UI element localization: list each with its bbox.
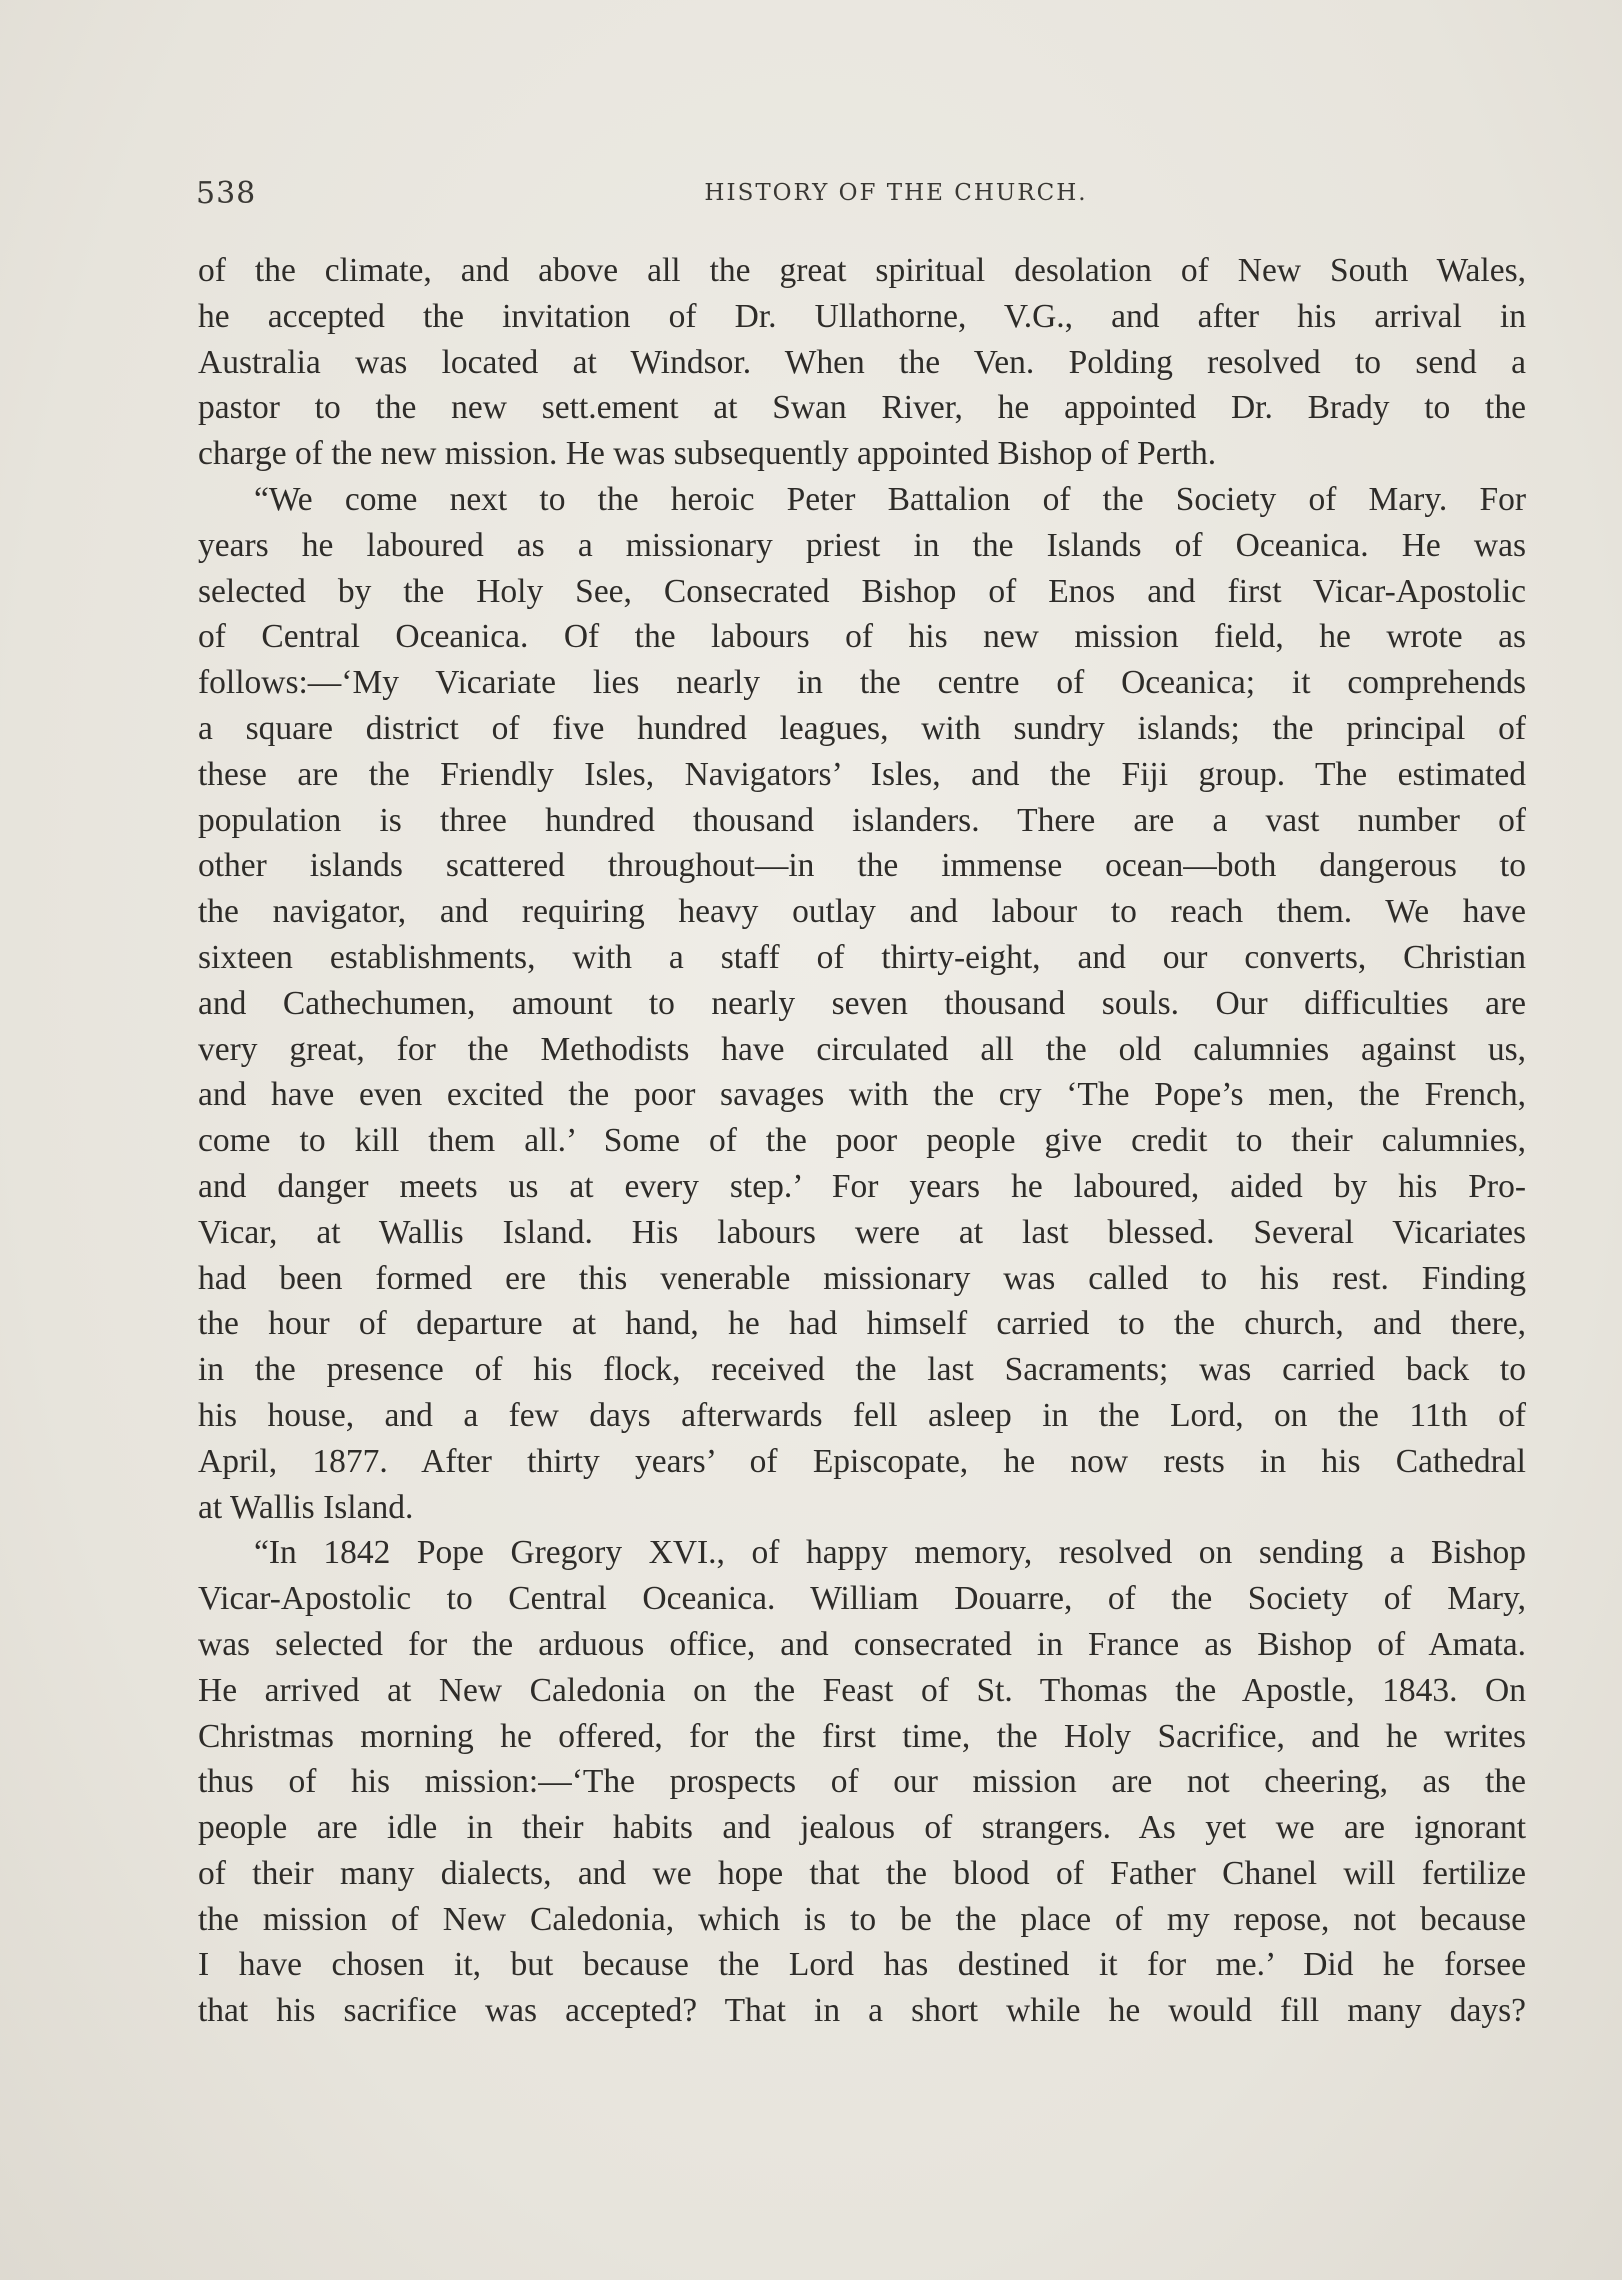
text-line: other islands scattered throughout—in the immense ocean—both dangerous to [198,847,1526,885]
text-line: of the climate, and above all the great spiritual desolation of New South Wales, [198,252,1526,289]
paragraph-3 [198,1530,1526,2034]
text-line: in the presence of his flock, received the last Sacraments; was carried back to [198,1351,1526,1389]
text-line: was selected for the arduous office, and consecrated in France as Bishop of Amata. [198,1625,1526,1663]
text-line: selected by the Holy See, Consecrated Bishop of Enos and first Vicar-Apostolic [198,572,1526,610]
text-line: population is three hundred thousand islanders. There are a vast number of [198,801,1526,839]
text-line: pastor to the new sett.ement at Swan River, he appointed Dr. Brady to the [198,389,1526,427]
text-line: “We come next to the heroic Peter Battalion of the Society of Mary. For [254,480,1526,518]
text-line: Australia was located at Windsor. When the Ven. Polding resolved to send a [198,343,1526,381]
running-head: HISTORY OF THE CHURCH. [704,180,1088,206]
text-line: Vicar-Apostolic to Central Oceanica. William Douarre, of the Society of Mary, [198,1580,1526,1618]
text-line: Christmas morning he offered, for the first time, the Holy Sacrifice, and he writes [198,1717,1526,1755]
text-line: and Cathechumen, amount to nearly seven thousand souls. Our difficulties are [198,984,1526,1022]
text-line: the navigator, and requiring heavy outlay and labour to reach them. We have [198,893,1526,931]
text-line: follows:—‘My Vicariate lies nearly in the centre of Oceanica; it comprehends [198,664,1526,702]
text-line: the hour of departure at hand, he had himself carried to the church, and there, [198,1305,1526,1343]
text-line: of their many dialects, and we hope that the blood of Father Chanel will fertilize [198,1854,1526,1892]
text-line: April, 1877. After thirty years’ of Episcopate, he now rests in his Cathedral [198,1442,1526,1480]
body-text [198,248,1526,2034]
text-line: years he laboured as a missionary priest in the Islands of Oceanica. He was [198,526,1526,564]
text-line: the mission of New Caledonia, which is to be the place of my repose, not because [198,1900,1526,1938]
text-line: “In 1842 Pope Gregory XVI., of happy memory, resolved on sending a Bishop [254,1534,1526,1572]
text-line: Vicar, at Wallis Island. His labours were at last blessed. Several Vicariates [198,1213,1526,1251]
text-line: these are the Friendly Isles, Navigators’ Isles, and the Fiji group. The estimated [198,755,1526,793]
paragraph-1 [198,248,1526,477]
page-header [196,176,1526,220]
text-line: his house, and a few days afterwards fell asleep in the Lord, on the 11th of [198,1396,1526,1434]
text-line: He arrived at New Caledonia on the Feast of St. Thomas the Apostle, 1843. On [198,1671,1526,1709]
text-line: charge of the new mission. He was subsequently appointed Bishop of Perth. [198,435,1217,473]
text-line: people are idle in their habits and jealous of strangers. As yet we are ignorant [198,1809,1526,1847]
text-line: of Central Oceanica. Of the labours of his new mission field, he wrote as [198,618,1526,656]
text-line: I have chosen it, but because the Lord has destined it for me.’ Did he forsee [198,1946,1526,1984]
text-line: very great, for the Methodists have circulated all the old calumnies against us, [198,1030,1526,1068]
text-line: at Wallis Island. [198,1488,414,1526]
text-line: come to kill them all.’ Some of the poor people give credit to their calumnies, [198,1122,1526,1160]
text-line: sixteen establishments, with a staff of thirty-eight, and our converts, Christian [198,938,1526,976]
text-line: he accepted the invitation of Dr. Ullathorne, V.G., and after his arrival in [198,297,1526,335]
text-line: a square district of five hundred leagues, with sundry islands; the principal of [198,709,1526,747]
text-line: that his sacrifice was accepted? That in a short while he would fill many days? [198,1992,1526,2030]
text-line: and danger meets us at every step.’ For years he laboured, aided by his Pro- [198,1167,1526,1205]
text-line: thus of his mission:—‘The prospects of our mission are not cheering, as the [198,1763,1526,1801]
text-line: had been formed ere this venerable missionary was called to his rest. Finding [198,1259,1526,1297]
paragraph-2 [198,477,1526,1530]
text-line: and have even excited the poor savages with the cry ‘The Pope’s men, the French, [198,1076,1526,1114]
page-number: 538 [196,176,257,211]
